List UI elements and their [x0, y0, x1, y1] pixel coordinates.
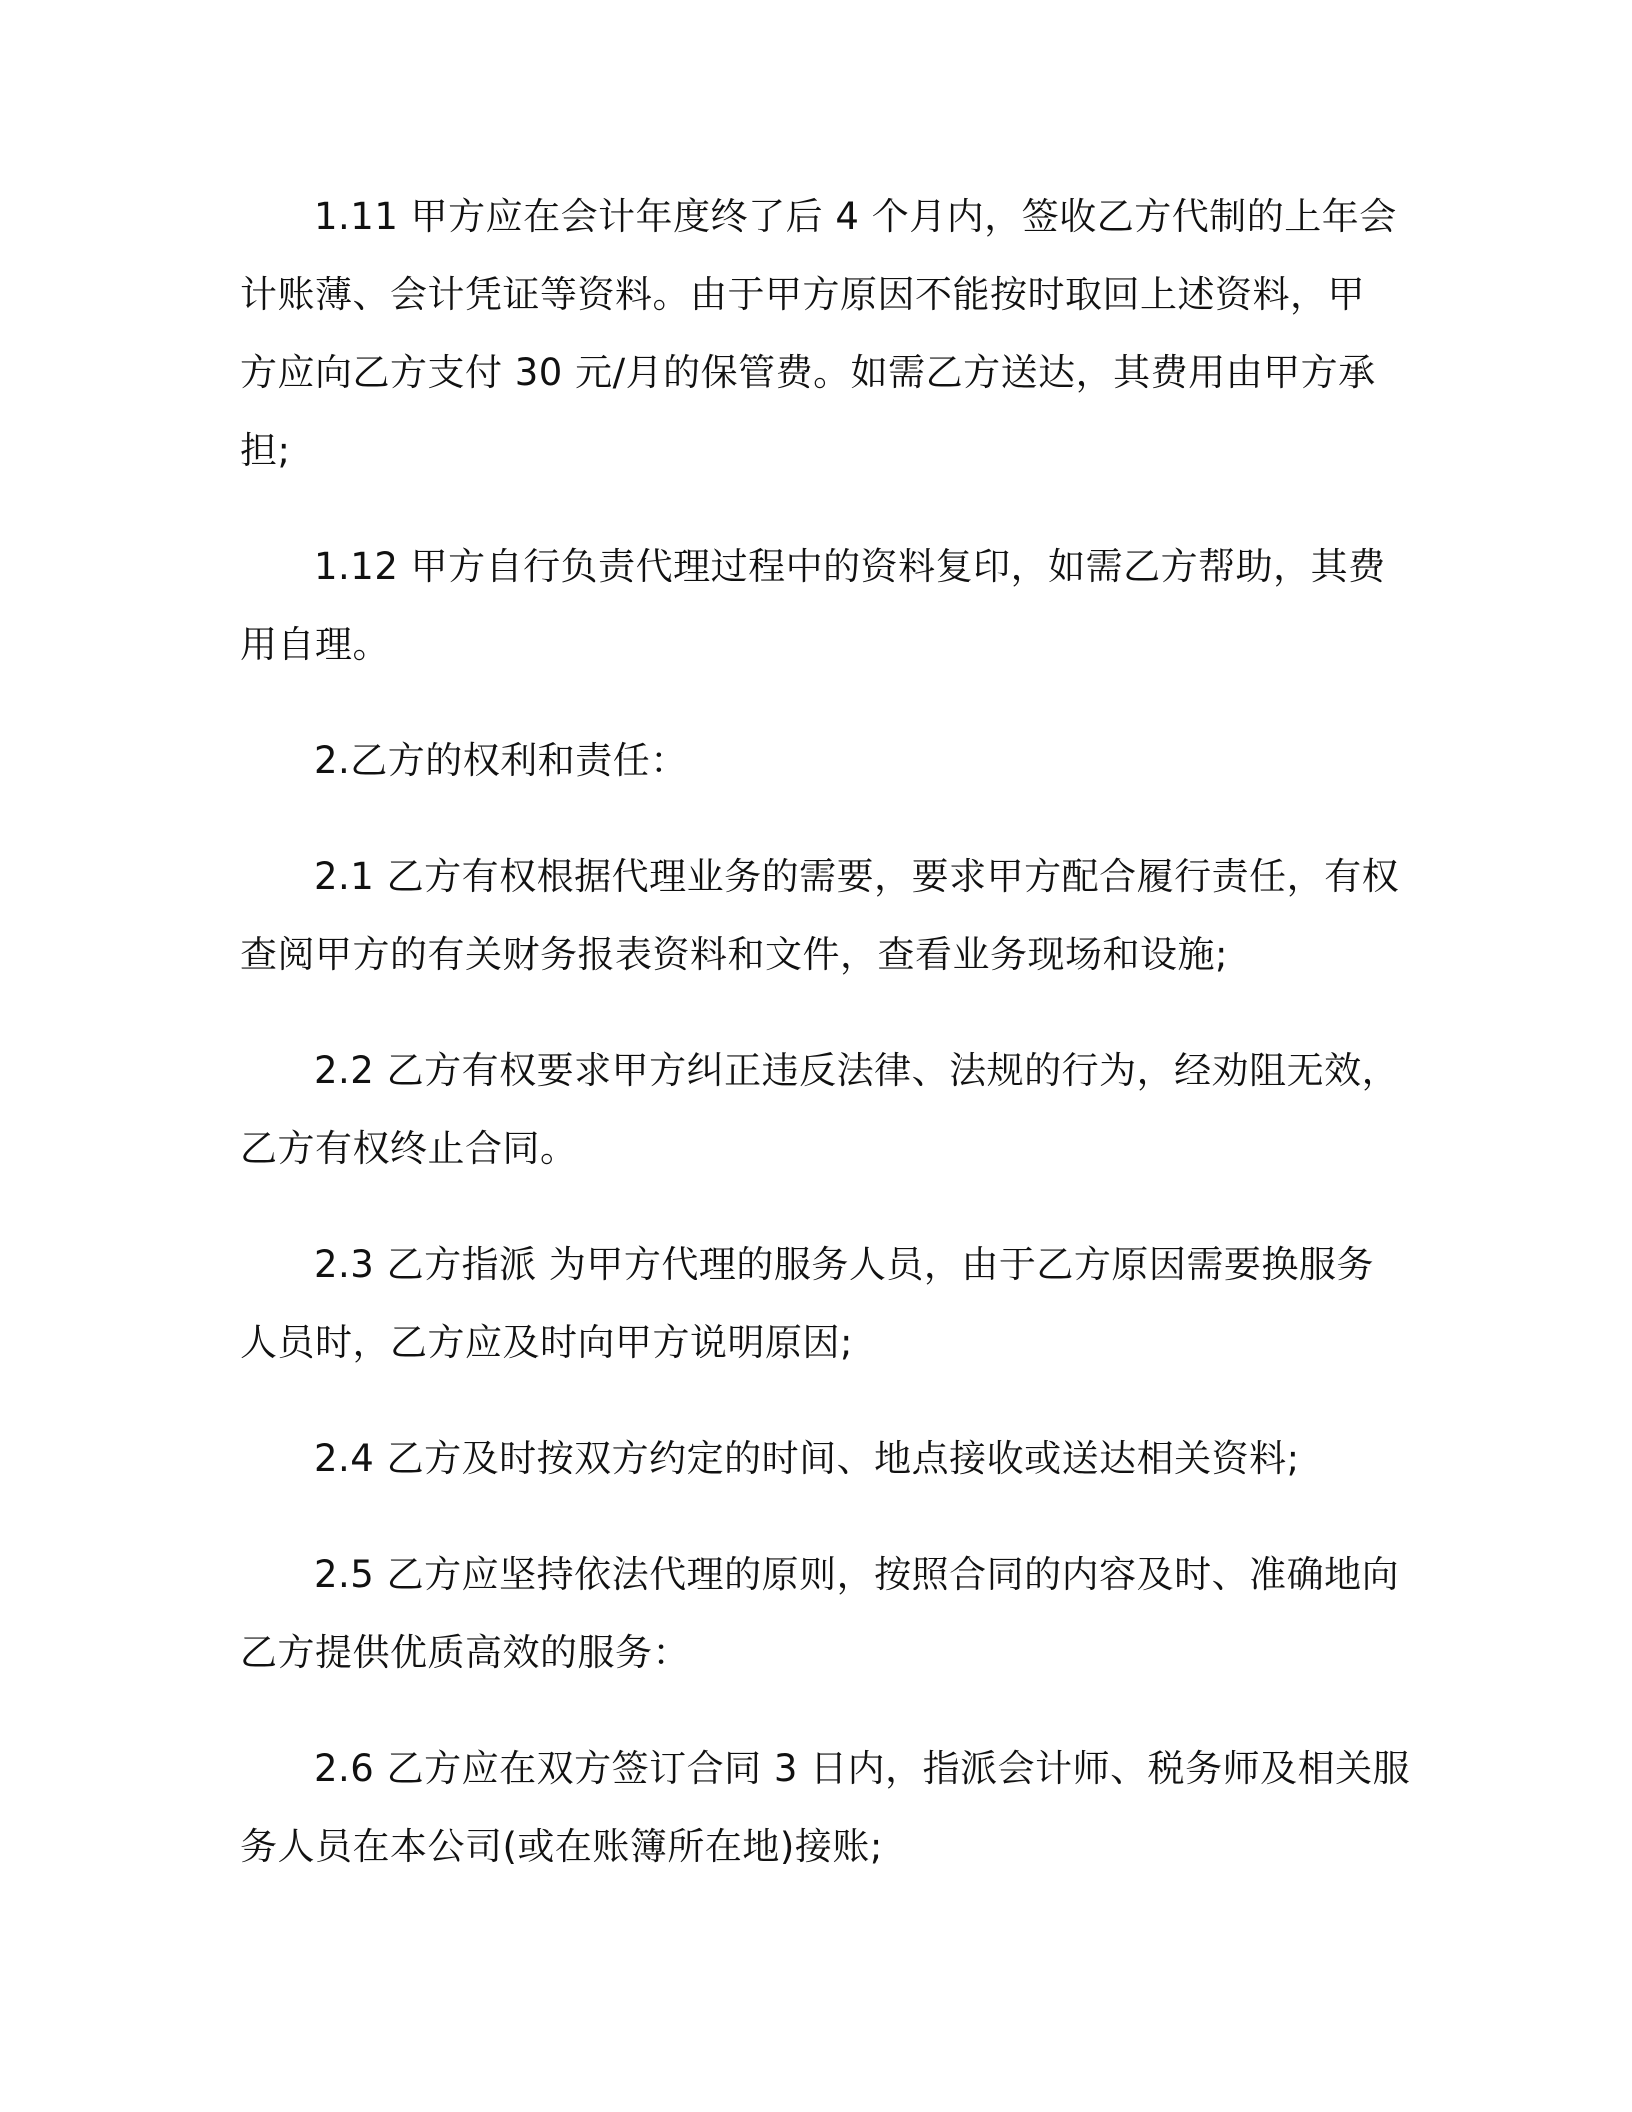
clause-2-3-line-1: 2.3 乙方指派 为甲方代理的服务人员，由于乙方原因需要换服务: [314, 1243, 1374, 1286]
clause-1-11: [240, 178, 1397, 490]
section-2-heading-line-1: 2.乙方的权利和责任：: [314, 739, 688, 782]
clause-2-4: [240, 1420, 1390, 1498]
clause-1-11-line-4: 担;: [240, 429, 291, 472]
clause-1-11-line-2: 计账薄、会计凭证等资料。由于甲方原因不能按时取回上述资料，甲: [240, 273, 1365, 316]
clause-2-1-line-1: 2.1 乙方有权根据代理业务的需要，要求甲方配合履行责任，有权: [314, 855, 1400, 898]
clause-2-6-line-2: 务人员在本公司(或在账簿所在地)接账;: [240, 1825, 883, 1868]
clause-1-11-line-3: 方应向乙方支付 30 元/月的保管费。如需乙方送达，其费用由甲方承: [240, 351, 1376, 394]
clause-2-2: [240, 1032, 1400, 1188]
clause-1-12-line-1: 1.12 甲方自行负责代理过程中的资料复印，如需乙方帮助，其费: [314, 545, 1386, 588]
clause-2-5-line-2: 乙方提供优质高效的服务：: [240, 1631, 690, 1674]
clause-1-11-line-1: 1.11 甲方应在会计年度终了后 4 个月内，签收乙方代制的上年会: [314, 195, 1397, 238]
clause-2-6: [240, 1730, 1411, 1886]
clause-2-3-line-2: 人员时，乙方应及时向甲方说明原因;: [240, 1321, 853, 1364]
clause-2-4-line-1: 2.4 乙方及时按双方约定的时间、地点接收或送达相关资料;: [314, 1437, 1300, 1480]
clause-2-5: [240, 1536, 1400, 1692]
clause-1-12: [240, 528, 1390, 684]
clause-2-6-line-1: 2.6 乙方应在双方签订合同 3 日内，指派会计师、税务师及相关服: [314, 1747, 1411, 1790]
clause-1-12-line-2: 用自理。: [240, 623, 390, 666]
clause-2-5-line-1: 2.5 乙方应坚持依法代理的原则，按照合同的内容及时、准确地向: [314, 1553, 1400, 1596]
section-2-heading: [240, 722, 1390, 800]
clause-2-2-line-1: 2.2 乙方有权要求甲方纠正违反法律、法规的行为，经劝阻无效，: [314, 1049, 1400, 1092]
clause-2-1-line-2: 查阅甲方的有关财务报表资料和文件，查看业务现场和设施;: [240, 933, 1228, 976]
clause-2-2-line-2: 乙方有权终止合同。: [240, 1127, 578, 1170]
clause-2-1: [240, 838, 1400, 994]
document-body: [240, 178, 1411, 1924]
clause-2-3: [240, 1226, 1390, 1382]
